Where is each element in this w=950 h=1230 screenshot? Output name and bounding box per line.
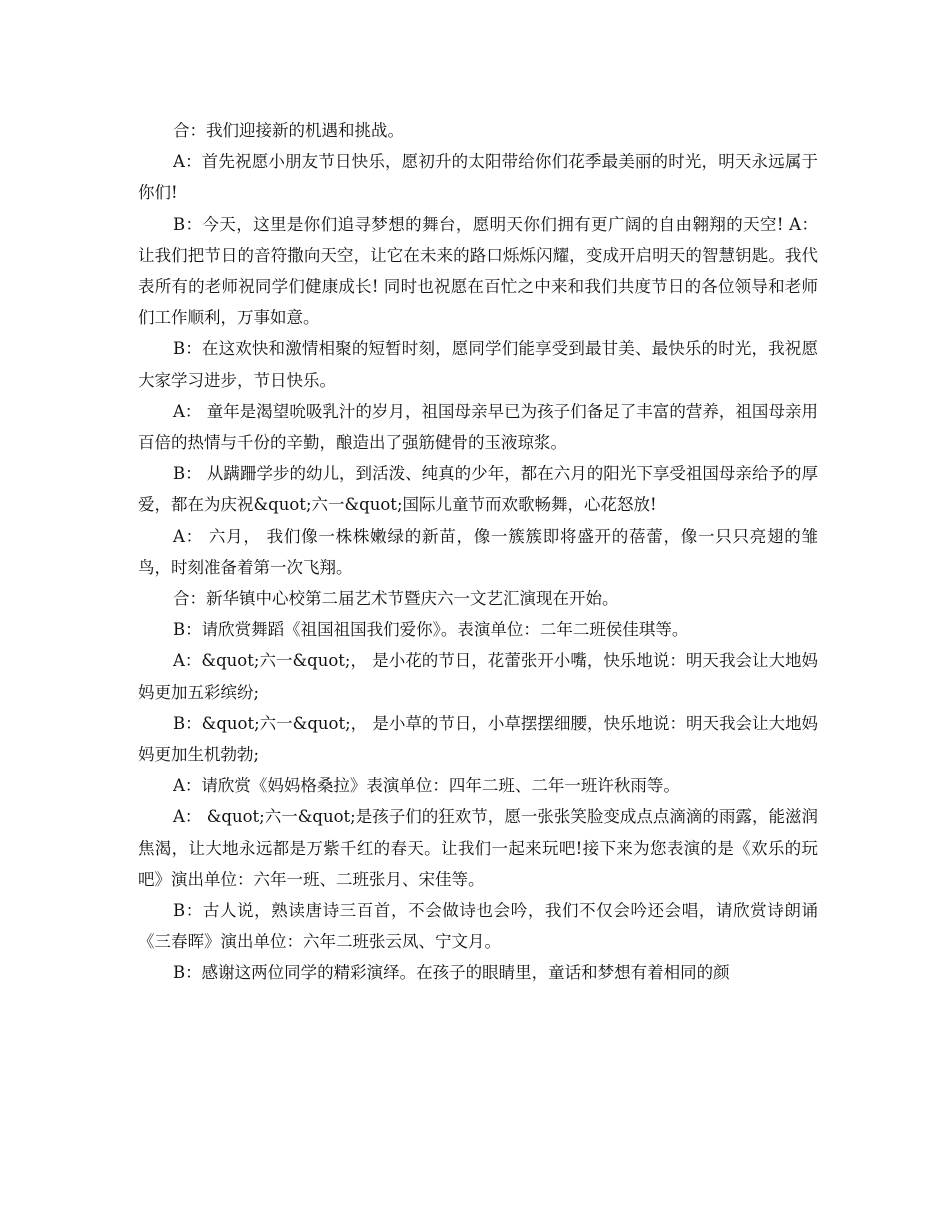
- paragraph: A：首先祝愿小朋友节日快乐，愿初升的太阳带给你们花季最美丽的时光，明天永远属于你们!: [138, 152, 818, 203]
- paragraph: A： 童年是渴望吮吸乳汁的岁月，祖国母亲早已为孩子们备足了丰富的营养，祖国母亲用百倍的热情与千份的辛勤，酿造出了强筋健骨的玉液琼浆。: [138, 401, 818, 453]
- paragraph: 合：我们迎接新的机遇和挑战。: [173, 121, 404, 140]
- paragraph: B：&quot;六一&quot;， 是小草的节日，小草摆摆细腰，快乐地说：明天我会让大地妈妈更加生机勃勃;: [138, 713, 818, 765]
- paragraph: B：今天，这里是你们追寻梦想的舞台，愿明天你们拥有更广阔的自由翱翔的天空! A：让我们把节日的音符撒向天空，让它在未来的路口烁烁闪耀，变成开启明天的智慧钥匙。我代表所有的老师祝同学们健康成长! 同时也祝愿在百忙之中来和我们共度节日的各位领导和老师们工作顺利，万事如意。: [138, 214, 818, 328]
- paragraph: B：古人说，熟读唐诗三百首，不会做诗也会吟，我们不仅会吟还会唱，请欣赏诗朗诵《三春晖》演出单位：六年二班张云凤、宁文月。: [138, 901, 818, 952]
- paragraph: A：&quot;六一&quot;， 是小花的节日，花蕾张开小嘴，快乐地说：明天我会让大地妈妈更加五彩缤纷;: [138, 651, 818, 702]
- paragraph: A：请欣赏《妈妈格桑拉》表演单位：四年二班、二年一班许秋雨等。: [173, 776, 680, 796]
- paragraph: B：在这欢快和激情相聚的短暂时刻，愿同学们能享受到最甘美、最快乐的时光，我祝愿大家学习进步，节日快乐。: [138, 339, 818, 390]
- paragraph: B：感谢这两位同学的精彩演绎。在孩子的眼睛里，童话和梦想有着相同的颜: [173, 963, 730, 983]
- paragraph: B：请欣赏舞蹈《祖国祖国我们爱你》。表演单位：二年二班侯佳琪等。: [173, 620, 689, 640]
- paragraph: B： 从蹒跚学步的幼儿，到活泼、纯真的少年，都在六月的阳光下享受祖国母亲给予的厚爱，都在为庆祝&quot;六一&quot;国际儿童节而欢歌畅舞，心花怒放!: [138, 464, 818, 515]
- paragraph: A： &quot;六一&quot;是孩子们的狂欢节，愿一张张笑脸变成点点滴滴的雨露，能滋润焦渴，让大地永远都是万紫千红的春天。让我们一起来玩吧!接下来为您表演的是《欢乐的玩吧》演出单位：六年一班、二班张月、宋佳等。: [138, 807, 818, 889]
- document-body: [138, 115, 818, 989]
- paragraph: A： 六月， 我们像一株株嫩绿的新苗，像一簇簇即将盛开的蓓蕾，像一只只亮翅的雏鸟，时刻准备着第一次飞翔。: [138, 526, 818, 577]
- paragraph: 合：新华镇中心校第二届艺术节暨庆六一文艺汇演现在开始。: [173, 589, 619, 609]
